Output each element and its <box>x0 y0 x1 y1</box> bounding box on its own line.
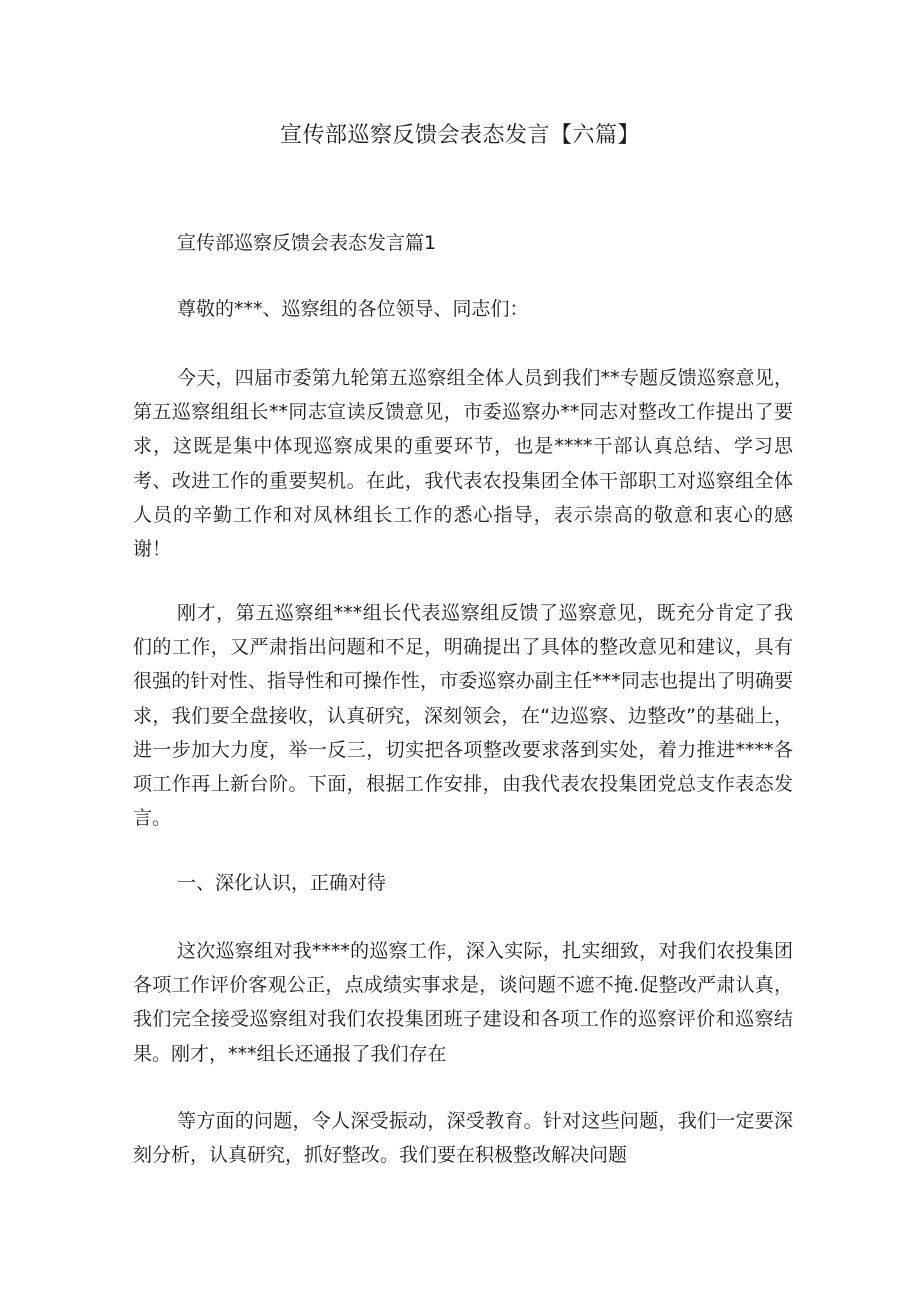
salutation: 尊敬的***、巡察组的各位领导、同志们： <box>177 298 529 320</box>
document-title: 宣传部巡察反馈会表态发言【六篇】 <box>279 123 640 148</box>
paragraph-3: 这次巡察组对我****的巡察工作，深入实际，扎实细致，对我们农投集团各项工作评价客观公正，点成绩实事求是，谈问题不遮不掩.促整改严肃认真，我们完全接受巡察组对我们农投集团班子建设和各项工作的巡察评价和巡察结果。刚才，***组长还通报了我们存在 <box>133 940 793 1065</box>
paragraph-2: 刚才，第五巡察组***组长代表巡察组反馈了巡察意见，既充分肯定了我们的工作，又严肃指出问题和不足，明确提出了具体的整改意见和建议，具有很强的针对性、指导性和可操作性，市委巡察办副主任***同志也提出了明确要求，我们要全盘接收，认真研究，深刻领会，在“边巡察、边整改”的基础上，进一步加大力度，举一反三，切实把各项整改要求落到实处，着力推进****各项工作再上新台阶。下面，根据工作安排，由我代表农投集团党总支作表态发言。 <box>133 602 793 830</box>
section-heading-1: 一、深化认识，正确对待 <box>177 872 387 894</box>
section-subtitle: 宣传部巡察反馈会表态发言篇1 <box>177 232 437 254</box>
paragraph-1: 今天，四届市委第九轮第五巡察组全体人员到我们**专题反馈巡察意见，第五巡察组组长**同志宣读反馈意见，市委巡察办**同志对整改工作提出了要求，这既是集中体现巡察成果的重要环节，也是****干部认真总结、学习思考、改进工作的重要契机。在此，我代表农投集团全体干部职工对巡察组全体人员的辛勤工作和对凤林组长工作的悉心指导，表示崇高的敬意和衷心的感谢！ <box>133 367 793 561</box>
paragraph-4: 等方面的问题，令人深受振动，深受教育。针对这些问题，我们一定要深刻分析，认真研究，抓好整改。我们要在积极整改解决问题 <box>133 1110 793 1167</box>
